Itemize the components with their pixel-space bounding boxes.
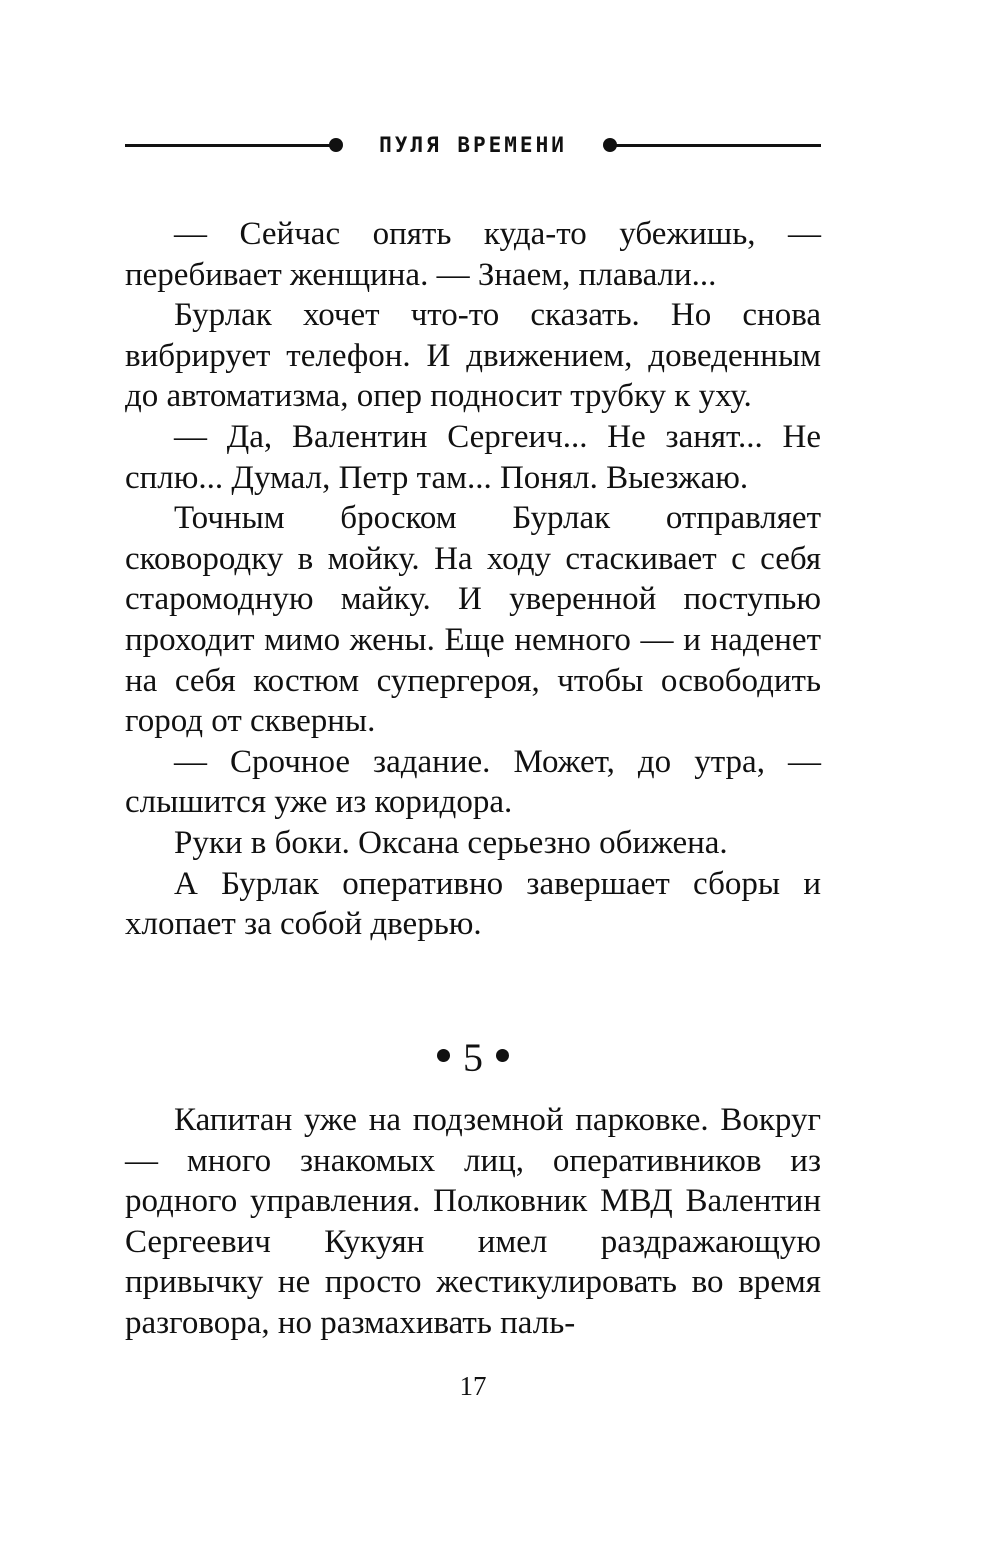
running-header [125,128,821,162]
body-text-top [125,214,821,945]
paragraph: Точным броском Бурлак отправляет сковородку в мойку. На ходу стаскивает с себя старомодную майку. И уверенной поступью проходит мимо жены. Еще немного — и наденет на себя костюм супергероя, чтобы освободить город от скверны. [125,500,821,740]
chapter-dot-left [437,1049,450,1062]
header-rule-right [613,144,821,147]
body-text-bottom [125,1100,821,1344]
paragraph: — Сейчас опять куда-то убежишь, — перебивает женщина. — Знаем, плавали... [125,216,821,293]
paragraph: — Да, Валентин Сергеич... Не занят... Не сплю... Думал, Петр там... Понял. Выезжаю. [125,418,821,496]
paragraph: Капитан уже на подземной парковке. Вокруг — много знакомых лиц, оперативников из родного управления. Полковник МВД Валентин Сергеевич Кукуян имел раздражающую привычку не просто жестикулировать во время разговора, но размахивать паль- [125,1102,821,1341]
running-title: ПУЛЯ ВРЕМЕНИ [379,133,567,157]
chapter-heading [125,1030,821,1086]
chapter-number: 5 [463,1035,483,1080]
paragraph: Руки в боки. Оксана серьезно обижена. [174,824,728,861]
chapter-dot-right [496,1049,509,1062]
paragraph: А Бурлак оперативно завершает сборы и хлопает за собой дверью. [125,865,821,943]
paragraph: Бурлак хочет что-то сказать. Но снова вибрирует телефон. И движением, доведенным до автоматизма, опер подносит трубку к уху. [125,297,821,415]
page-number: 17 [459,1371,487,1401]
paragraph: — Срочное задание. Может, до утра, — слышится уже из коридора. [125,743,821,821]
